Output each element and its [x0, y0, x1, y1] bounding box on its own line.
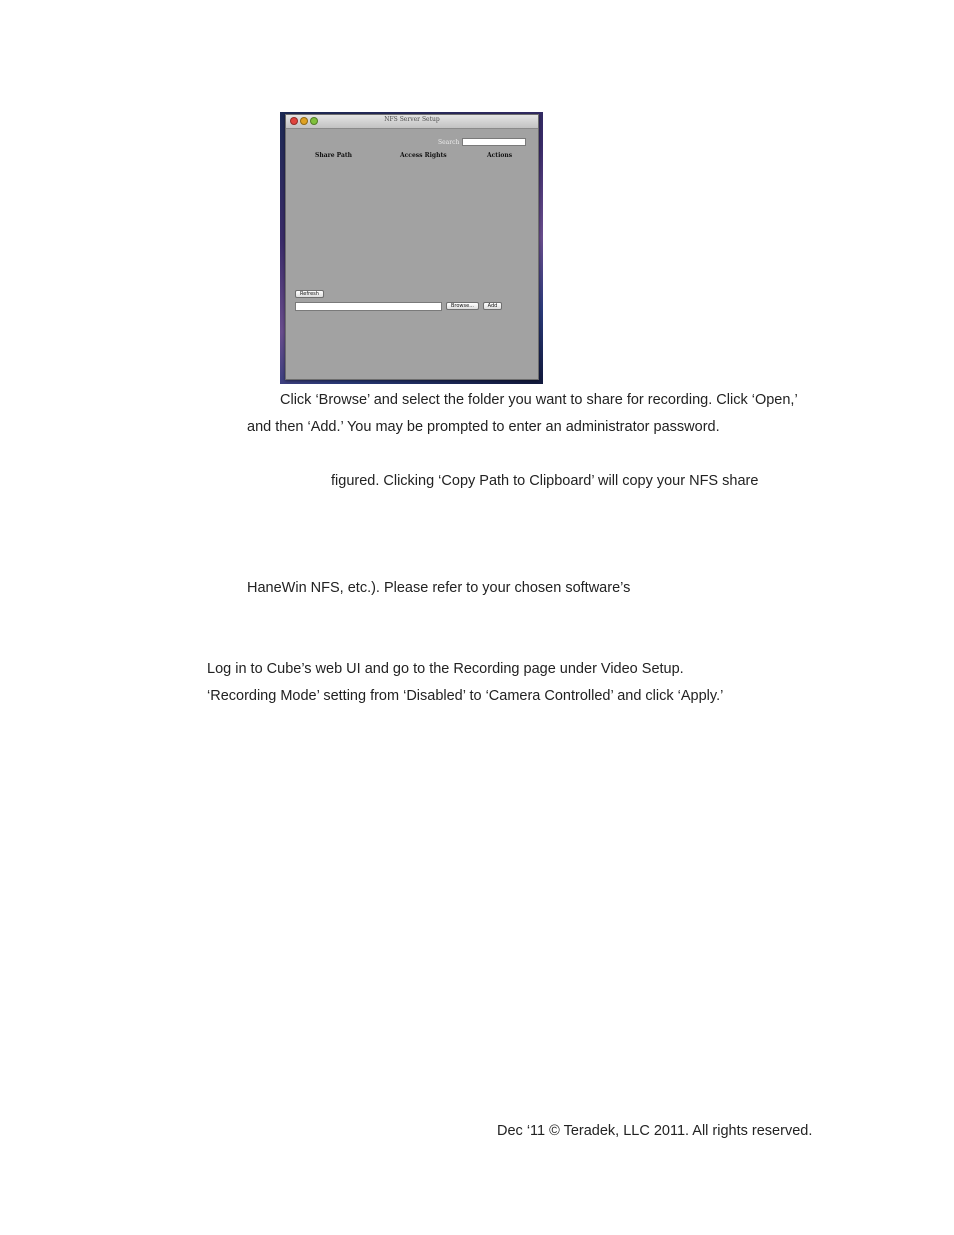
footer-copyright: Dec ‘11 © Teradek, LLC 2011. All rights reserved.	[497, 1123, 813, 1139]
column-header-share-path: Share Path	[315, 152, 353, 159]
instruction-line-recording-mode: ‘Recording Mode’ setting from ‘Disabled’ to ‘Camera Controlled’ and click ‘Apply.’	[207, 688, 724, 704]
share-path-input[interactable]	[295, 302, 442, 311]
instruction-line-add: and then ‘Add.’ You may be prompted to enter an administrator password.	[247, 419, 720, 435]
refresh-button[interactable]: Refresh	[295, 290, 324, 298]
nfs-server-setup-window	[285, 114, 539, 380]
column-header-actions: Actions	[487, 152, 513, 159]
add-button[interactable]: Add	[483, 302, 502, 310]
instruction-line-browse: Click ‘Browse’ and select the folder you want to share for recording. Click ‘Open,’	[280, 392, 798, 408]
search-label: Search	[438, 139, 460, 146]
browse-button[interactable]: Browse...	[446, 302, 479, 310]
instruction-line-hanewin: HaneWin NFS, etc.). Please refer to your chosen software’s	[247, 580, 631, 596]
nfs-server-setup-screenshot	[280, 112, 543, 384]
instruction-line-copy-path: figured. Clicking ‘Copy Path to Clipboard’ will copy your NFS share	[331, 473, 759, 489]
search-input[interactable]	[462, 138, 526, 146]
window-title: NFS Server Setup	[384, 116, 440, 123]
instruction-line-login: Log in to Cube’s web UI and go to the Recording page under Video Setup.	[207, 661, 684, 677]
column-header-access-rights: Access Rights	[400, 152, 447, 159]
window-titlebar	[286, 115, 538, 129]
